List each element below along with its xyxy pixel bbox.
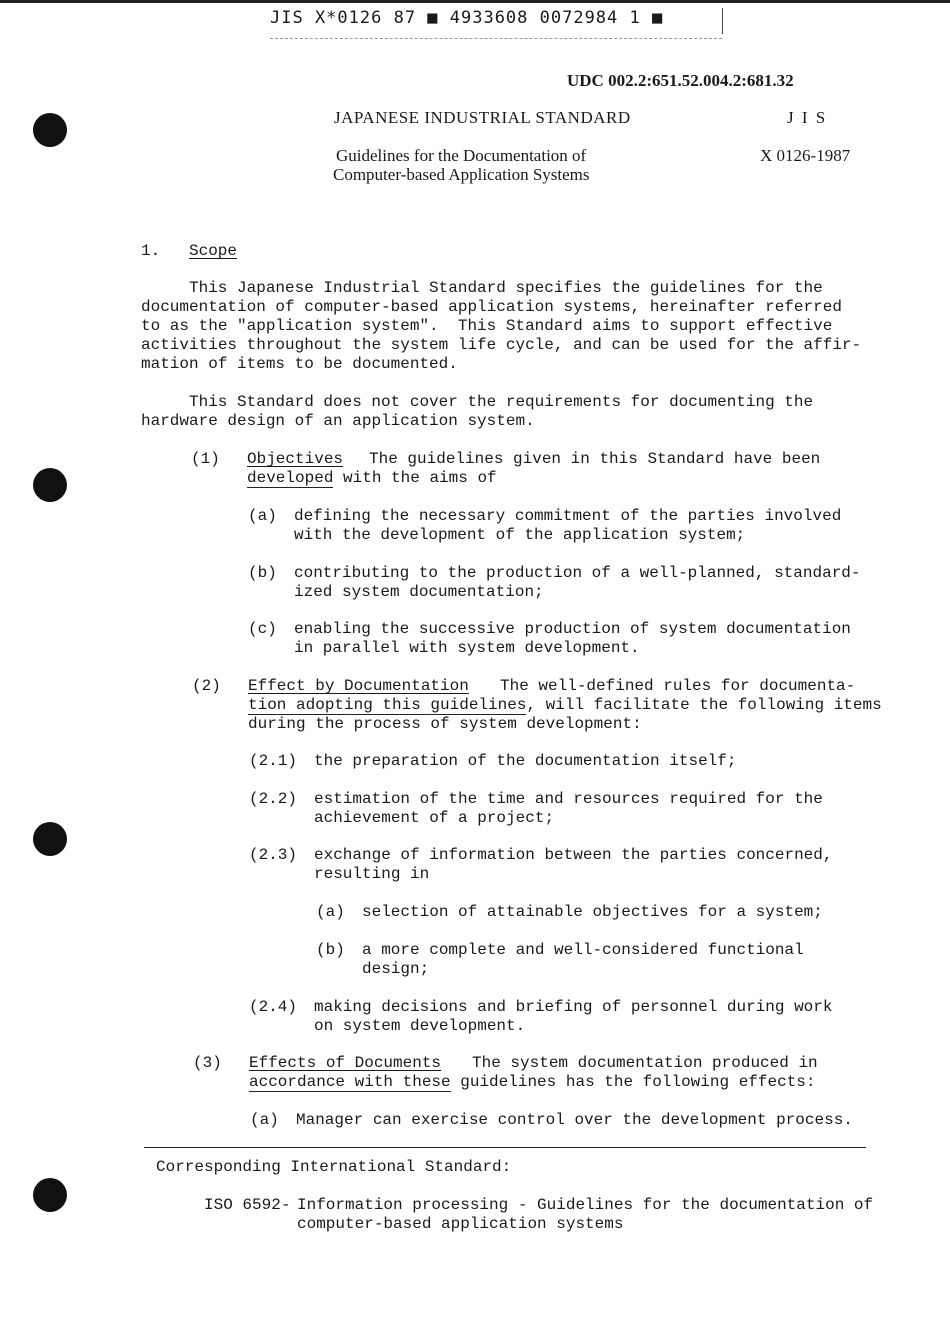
item1-line2 — [247, 469, 497, 488]
item2-1-label: (2.1) — [249, 752, 298, 770]
item1a-line2: with the development of the application system; — [294, 526, 746, 544]
item2-3b-line1: a more complete and well-considered functional — [362, 941, 804, 959]
punch-hole-2 — [33, 468, 67, 502]
scope-para1-line4: activities throughout the system life cycle, and can be used for the affir- — [141, 336, 862, 354]
item1a-label: (a) — [248, 507, 277, 525]
iso-title-line2: computer-based application systems — [297, 1215, 624, 1233]
footer-rule — [144, 1147, 866, 1148]
item1a-line1: defining the necessary commitment of the parties involved — [294, 507, 842, 525]
item2-3-line2: resulting in — [314, 865, 430, 883]
item2-3b-label: (b) — [316, 941, 345, 959]
punch-hole-4 — [33, 1178, 67, 1212]
item3a-line1: Manager can exercise control over the development process. — [296, 1111, 853, 1129]
section-heading: Scope — [189, 242, 238, 260]
document-code-stamp: JIS X*0126 87 ■ 4933608 0072984 1 ■ — [270, 8, 723, 34]
top-border — [0, 0, 950, 3]
item1-heading: Objectives — [247, 450, 344, 468]
item2-text-a: The well-defined rules for documenta- — [500, 677, 856, 695]
item2-heading: Effect by Documentation — [248, 677, 469, 695]
item2-label: (2) — [192, 677, 221, 695]
udc-code: UDC 002.2:651.52.004.2:681.32 — [567, 71, 794, 90]
item2-3a-line1: selection of attainable objectives for a system; — [362, 903, 823, 921]
scope-para1-line3: to as the "application system". This Standard aims to support effective — [141, 317, 833, 335]
scope-para1-line1: This Japanese Industrial Standard specifies the guidelines for the — [189, 279, 823, 297]
item1c-line1: enabling the successive production of system documentation — [294, 620, 851, 638]
item2-2-line2: achievement of a project; — [314, 809, 555, 827]
item2-1-line1: the preparation of the documentation itself; — [314, 752, 737, 770]
item1-heading-cont: developed — [247, 469, 334, 487]
item2-3-line1: exchange of information between the parties concerned, — [314, 846, 833, 864]
item1b-line2: ized system documentation; — [294, 583, 544, 601]
item3-text-a: The system documentation produced in — [472, 1054, 818, 1072]
item3-heading-cont: accordance with these — [249, 1073, 451, 1091]
title-line-2: Computer-based Application Systems — [333, 165, 590, 184]
standard-number: X 0126-1987 — [760, 146, 851, 165]
scope-para1-line5: mation of items to be documented. — [141, 355, 458, 373]
item1c-line2: in parallel with system development. — [294, 639, 640, 657]
item1-text-b: with the aims of — [333, 469, 497, 487]
item2-4-line1: making decisions and briefing of personnel during work — [314, 998, 833, 1016]
scope-para2-line2: hardware design of an application system. — [141, 412, 535, 430]
item1c-label: (c) — [248, 620, 277, 638]
item1b-label: (b) — [248, 564, 277, 582]
item3a-label: (a) — [250, 1111, 279, 1129]
item2-3a-label: (a) — [316, 903, 345, 921]
item3-text-b: guidelines has the following effects: — [450, 1073, 816, 1091]
footer-label: Corresponding International Standard: — [156, 1158, 512, 1176]
title-line-1: Guidelines for the Documentation of — [336, 146, 587, 165]
item3-heading: Effects of Documents — [249, 1054, 442, 1072]
header-dashed-rule — [270, 38, 722, 39]
item3-label: (3) — [193, 1054, 222, 1072]
item3-line2 — [249, 1073, 816, 1092]
item2-3b-line2: design; — [362, 960, 430, 978]
iso-title-line1: Information processing - Guidelines for the documentation of — [297, 1196, 874, 1214]
item2-2-label: (2.2) — [249, 790, 298, 808]
item2-line3: during the process of system development: — [248, 715, 642, 733]
item2-text-b: , will facilitate the following items — [526, 696, 882, 714]
item1-text-a: The guidelines given in this Standard have been — [369, 450, 821, 468]
item2-4-label: (2.4) — [249, 998, 298, 1016]
item1-label: (1) — [191, 450, 220, 468]
item2-heading-cont: tion adopting this guidelines — [248, 696, 527, 714]
scope-para1-line2: documentation of computer-based application systems, hereinafter referred — [141, 298, 842, 316]
section-number: 1. — [141, 242, 161, 260]
scope-para2-line1: This Standard does not cover the requirements for documenting the — [189, 393, 814, 411]
item2-4-line2: on system development. — [314, 1017, 526, 1035]
jis-mark: J I S — [787, 108, 828, 127]
punch-hole-3 — [33, 822, 67, 856]
item2-2-line1: estimation of the time and resources required for the — [314, 790, 823, 808]
item1b-line1: contributing to the production of a well-planned, standard- — [294, 564, 861, 582]
item2-3-label: (2.3) — [249, 846, 298, 864]
item2-line2 — [248, 696, 882, 715]
iso-number: ISO 6592- — [204, 1196, 291, 1214]
standard-type: JAPANESE INDUSTRIAL STANDARD — [334, 108, 631, 127]
punch-hole-1 — [33, 113, 67, 147]
